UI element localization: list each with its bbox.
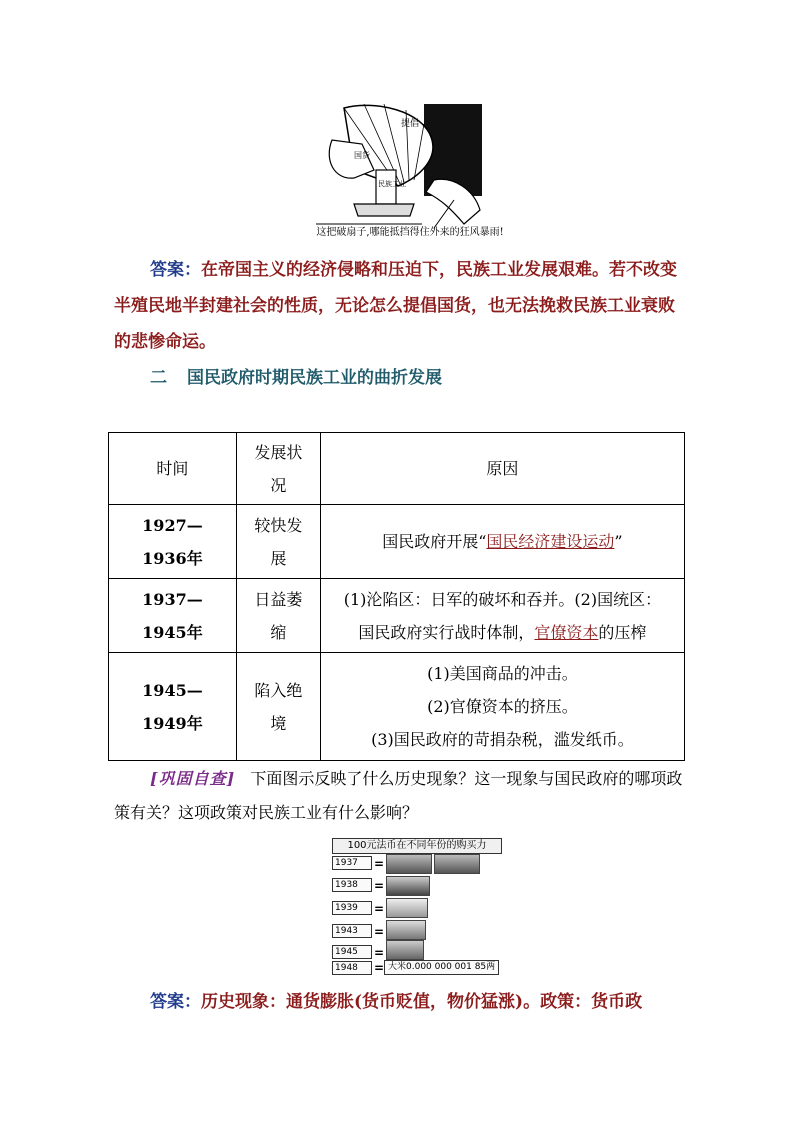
answer-label: 答案： bbox=[150, 260, 201, 280]
cartoon-caption: 这把破扇子,哪能抵挡得住外来的狂风暴雨! bbox=[316, 227, 504, 238]
row-time: 1927—1936年 bbox=[109, 505, 237, 579]
table-row bbox=[109, 579, 685, 653]
row-reason: (1)沦陷区：日军的破坏和吞并。(2)国统区： 国民政府实行战时体制，官僚资本的压榨 bbox=[320, 579, 684, 653]
header-reason: 原因 bbox=[320, 433, 684, 505]
section-title: 国民政府时期民族工业的曲折发展 bbox=[187, 368, 442, 388]
year-label: 1945 bbox=[332, 945, 372, 959]
cow-picture bbox=[434, 854, 480, 874]
year-label: 1938 bbox=[332, 878, 372, 892]
equals-sign: = bbox=[374, 879, 385, 893]
table-header-row bbox=[109, 433, 685, 505]
section-heading bbox=[150, 364, 442, 392]
row-reason: 国民政府开展“国民经济建设运动” bbox=[320, 505, 684, 579]
year-label: 1948 bbox=[332, 961, 372, 975]
question-text: 下面图示反映了什么历史现象？这一现象与国民政府的哪项政策有关？这项政策对民族工业有什么影响？ bbox=[114, 769, 683, 822]
pig-picture bbox=[386, 898, 428, 918]
row-status: 较快发展 bbox=[236, 505, 320, 579]
answer2-paragraph bbox=[150, 986, 690, 1018]
cow-picture bbox=[386, 876, 430, 896]
row-time: 1945—1949年 bbox=[109, 653, 237, 761]
year-label: 1943 bbox=[332, 924, 372, 938]
table-row bbox=[109, 505, 685, 579]
guohuo-tag: 国货 bbox=[354, 151, 370, 160]
answer-paragraph bbox=[114, 252, 686, 360]
development-table bbox=[108, 432, 685, 761]
header-status: 发展状况 bbox=[236, 433, 320, 505]
equals-sign: = bbox=[374, 925, 385, 939]
year-label: 1937 bbox=[332, 856, 372, 870]
row-reason: (1)美国商品的冲击。 (2)官僚资本的挤压。 (3)国民政府的苛捐杂税，滥发纸币。 bbox=[320, 653, 684, 761]
cartoon-illustration bbox=[314, 100, 484, 230]
table-row bbox=[109, 653, 685, 761]
cow-picture bbox=[386, 854, 432, 874]
rice-label: 大米0.000 000 001 85两 bbox=[384, 960, 499, 975]
industry-tag: 民族工业 bbox=[378, 180, 406, 188]
row-time: 1937—1945年 bbox=[109, 579, 237, 653]
figure-title: 100元法币在不同年份的购买力 bbox=[332, 838, 502, 854]
answer-text: 历史现象：通货膨胀(货币贬值，物价猛涨)。政策：货币政 bbox=[201, 992, 643, 1012]
row-status: 陷入绝境 bbox=[236, 653, 320, 761]
equals-sign: = bbox=[374, 961, 385, 975]
reason-highlight: 官僚资本 bbox=[534, 622, 599, 642]
consolidate-question bbox=[114, 762, 686, 830]
header-time: 时间 bbox=[109, 433, 237, 505]
row-status: 日益萎缩 bbox=[236, 579, 320, 653]
equals-sign: = bbox=[374, 857, 385, 871]
consolidate-tag: [巩固自查] bbox=[150, 769, 236, 788]
equals-sign: = bbox=[374, 946, 385, 960]
year-label: 1939 bbox=[332, 901, 372, 915]
coal-picture bbox=[386, 940, 424, 960]
answer-text: 在帝国主义的经济侵略和压迫下，民族工业发展艰难。若不改变半殖民地半封建社会的性质，无论怎么提倡国货，也无法挽救民族工业衰败的悲惨命运。 bbox=[114, 260, 677, 352]
egg-picture bbox=[386, 920, 426, 940]
reason-highlight: 国民经济建设运动 bbox=[486, 532, 615, 551]
answer-label: 答案： bbox=[150, 992, 201, 1012]
section-number: 二 bbox=[150, 368, 167, 388]
equals-sign: = bbox=[374, 902, 385, 916]
purchasing-power-figure bbox=[332, 838, 502, 978]
fan-text: 提倡 bbox=[401, 119, 420, 129]
